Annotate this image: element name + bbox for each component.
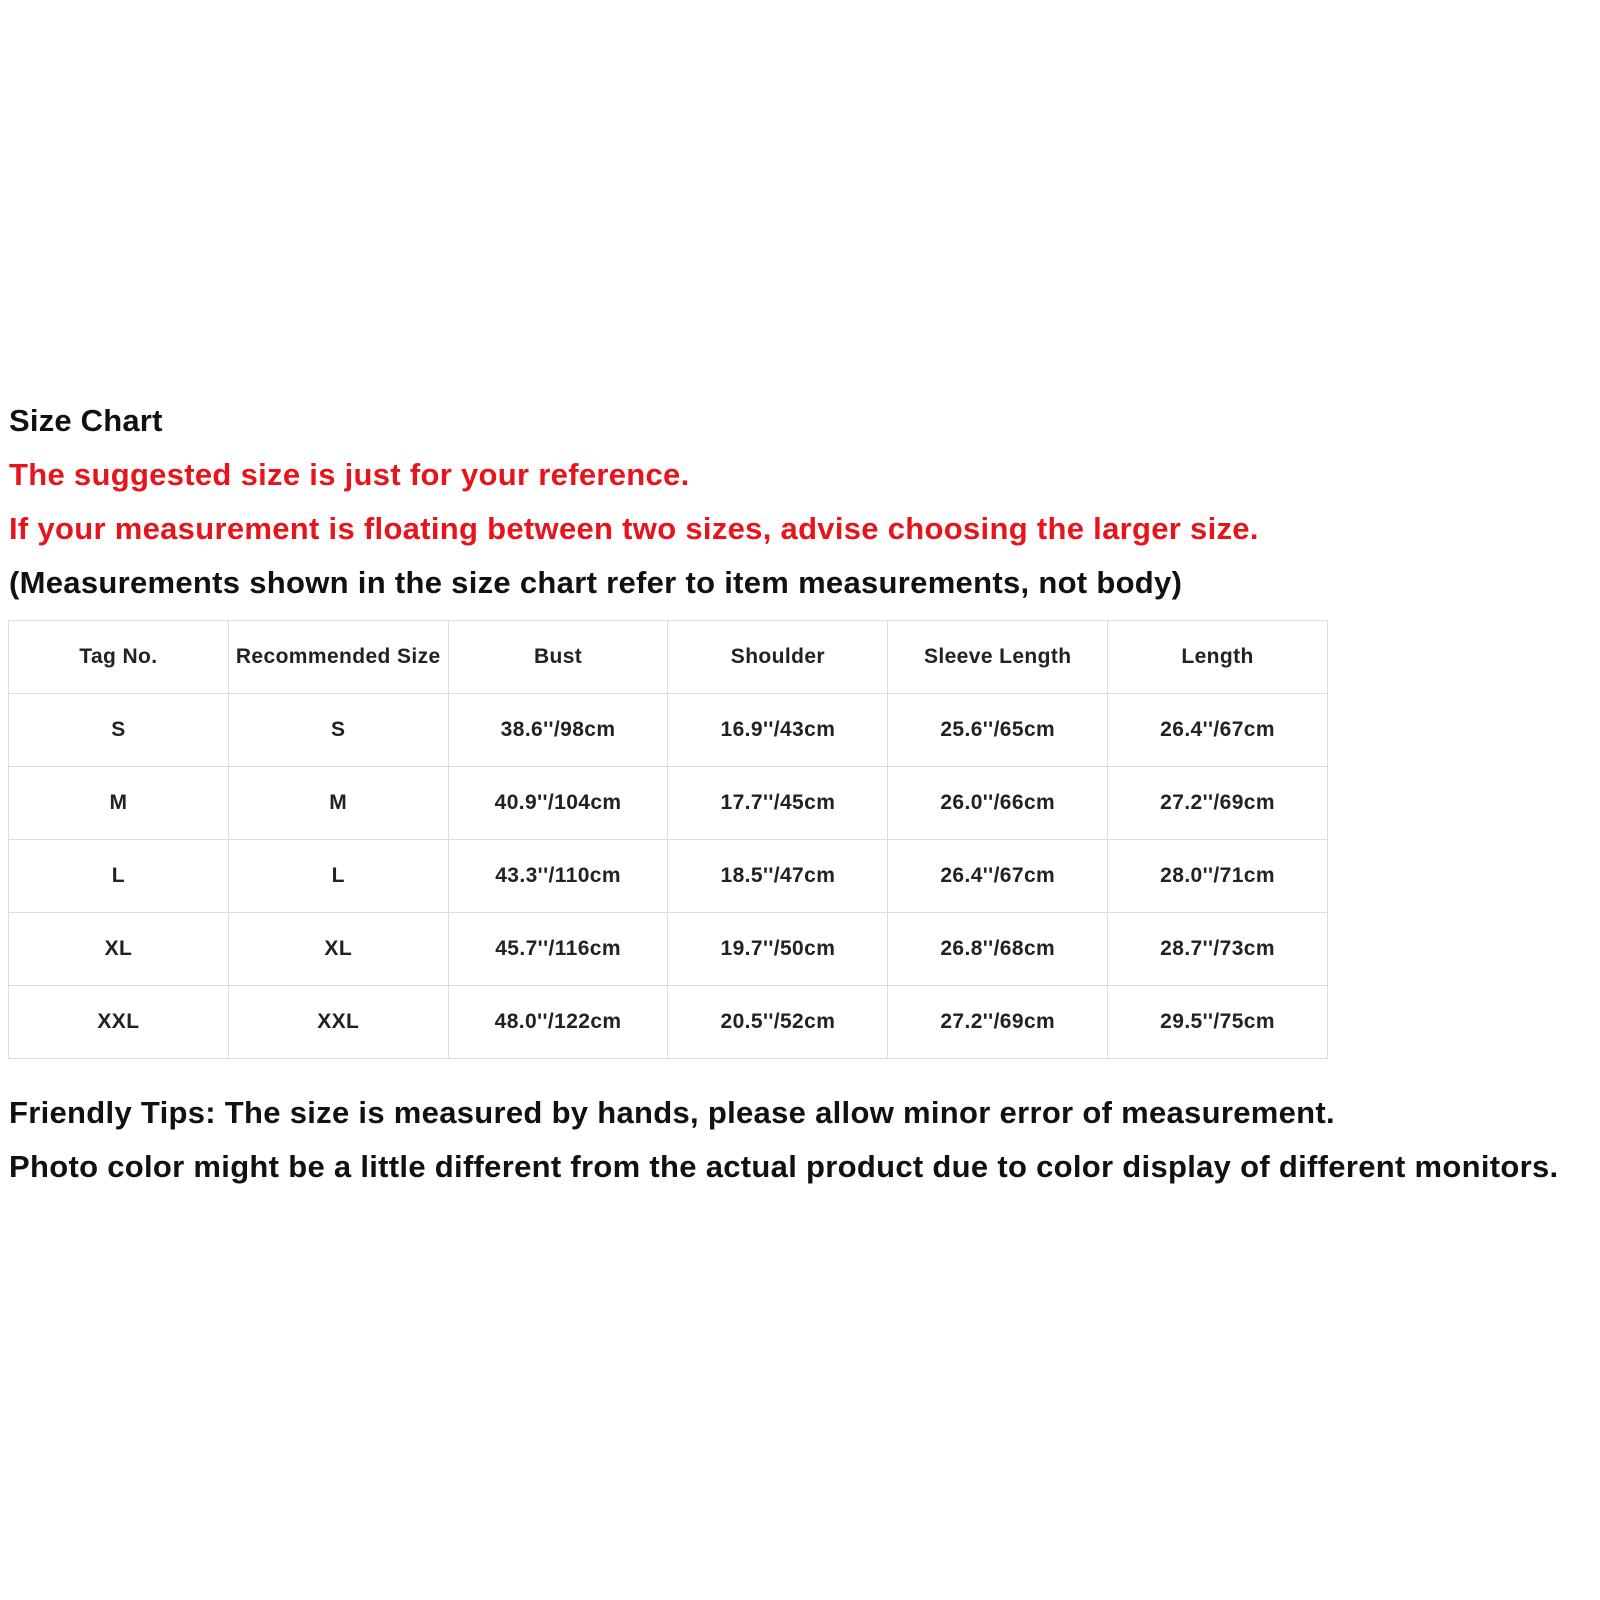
header-bust: Bust xyxy=(448,621,668,694)
larger-size-advice: If your measurement is floating between two sizes, advise choosing the larger size. xyxy=(9,511,1259,546)
cell-shoulder: 20.5''/52cm xyxy=(668,986,888,1059)
table-header-row xyxy=(9,621,1328,694)
friendly-tip: Friendly Tips: The size is measured by hands, please allow minor error of measurement. xyxy=(9,1095,1335,1130)
header-recommended-size: Recommended Size xyxy=(228,621,448,694)
table-row xyxy=(9,913,1328,986)
cell-length: 29.5''/75cm xyxy=(1108,986,1328,1059)
cell-sleeve-length: 27.2''/69cm xyxy=(888,986,1108,1059)
cell-length: 26.4''/67cm xyxy=(1108,694,1328,767)
cell-length: 28.0''/71cm xyxy=(1108,840,1328,913)
header-length: Length xyxy=(1108,621,1328,694)
cell-length: 27.2''/69cm xyxy=(1108,767,1328,840)
cell-shoulder: 19.7''/50cm xyxy=(668,913,888,986)
table-row xyxy=(9,767,1328,840)
cell-tag-no: M xyxy=(9,767,229,840)
cell-bust: 40.9''/104cm xyxy=(448,767,668,840)
table-row xyxy=(9,840,1328,913)
cell-tag-no: XXL xyxy=(9,986,229,1059)
cell-recommended-size: XXL xyxy=(228,986,448,1059)
cell-bust: 38.6''/98cm xyxy=(448,694,668,767)
cell-recommended-size: XL xyxy=(228,913,448,986)
cell-recommended-size: S xyxy=(228,694,448,767)
color-disclaimer: Photo color might be a little different from the actual product due to color display of different monitors. xyxy=(9,1149,1559,1184)
cell-shoulder: 18.5''/47cm xyxy=(668,840,888,913)
header-sleeve-length: Sleeve Length xyxy=(888,621,1108,694)
cell-sleeve-length: 26.4''/67cm xyxy=(888,840,1108,913)
cell-bust: 45.7''/116cm xyxy=(448,913,668,986)
cell-sleeve-length: 26.8''/68cm xyxy=(888,913,1108,986)
table-row xyxy=(9,694,1328,767)
measurement-note: (Measurements shown in the size chart refer to item measurements, not body) xyxy=(9,565,1183,600)
cell-tag-no: S xyxy=(9,694,229,767)
reference-note: The suggested size is just for your reference. xyxy=(9,457,690,492)
cell-length: 28.7''/73cm xyxy=(1108,913,1328,986)
cell-recommended-size: L xyxy=(228,840,448,913)
cell-bust: 43.3''/110cm xyxy=(448,840,668,913)
header-tag-no: Tag No. xyxy=(9,621,229,694)
cell-tag-no: XL xyxy=(9,913,229,986)
cell-bust: 48.0''/122cm xyxy=(448,986,668,1059)
cell-sleeve-length: 26.0''/66cm xyxy=(888,767,1108,840)
cell-shoulder: 16.9''/43cm xyxy=(668,694,888,767)
size-table xyxy=(8,620,1328,1059)
cell-shoulder: 17.7''/45cm xyxy=(668,767,888,840)
cell-recommended-size: M xyxy=(228,767,448,840)
cell-sleeve-length: 25.6''/65cm xyxy=(888,694,1108,767)
page-title: Size Chart xyxy=(9,403,163,438)
header-shoulder: Shoulder xyxy=(668,621,888,694)
cell-tag-no: L xyxy=(9,840,229,913)
table-row xyxy=(9,986,1328,1059)
